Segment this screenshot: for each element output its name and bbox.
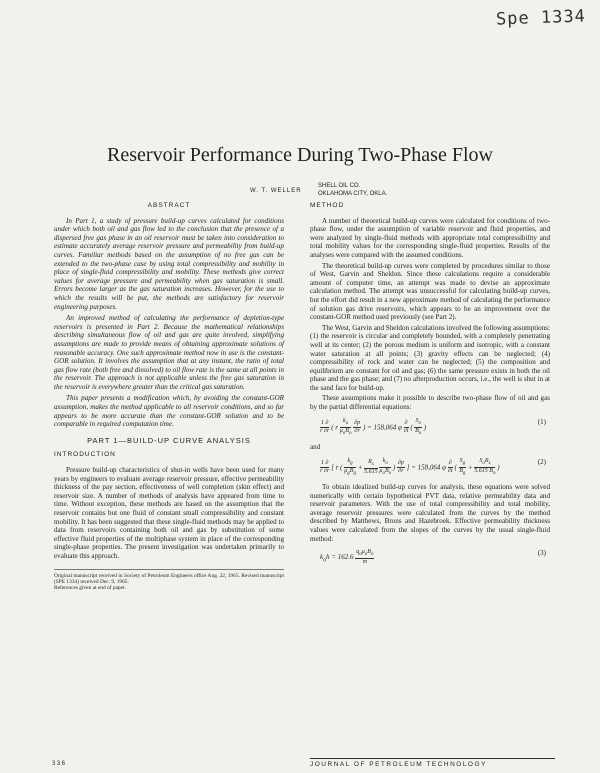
abstract-paragraph: This paper presents a modification which, by avoiding the constant-GOR assumption, makes the method applicable to all reservoir conditions, and so far appears to be more accurate than the constant-GOR solution and to be comparable in required computation time.	[54, 394, 284, 429]
method-continued	[310, 483, 550, 543]
introduction-heading: INTRODUCTION	[54, 451, 116, 459]
abstract-section	[54, 202, 284, 429]
equation-2: $\frac{1 \partial}{r \partial r}$ [ r ( $\frac{k_g}{\mu_gB_g}$ + $\frac{R_s}{5.615}$ $\frac{k_o}{\mu_oB_o}$ ) $\frac{\partial p}{\partial r}$ ] = 158,064 φ $\frac{\partial}{\partial t}$ ( $\frac{S_g}{B_g}$ + $\frac{S_oR_s}{5.615 B_o}$ ) (2)	[320, 457, 546, 476]
introduction-paragraph: Pressure build-up characteristics of shut-in wells have been used for many years by engineers to evaluate average reservoir pressure, effective permeability thickness of the pay section, effectiveness of well completion (skin effect) and reservoir size. A number of methods of analysis have appeared from time to time. Without exception, these methods are based on the assumption that the reservoir contains but one fluid of constant small compressibility and constant mobility. It has been suggested that these single-fluid methods may be applied to data from reservoirs containing both oil and gas by substitution of some effective fluid properties of the multiphase system in place of the corresponding single-phase properties. The present investigation was undertaken primarily to evaluate this approach.	[54, 466, 284, 560]
equation-1-number: (1)	[537, 417, 546, 426]
equation-3: $k_oh = 162.6$ $\frac{q_o\mu_oB_o}{m}$ (3)	[320, 549, 546, 566]
introduction-section	[54, 466, 284, 561]
abstract-heading: ABSTRACT	[147, 202, 191, 209]
method-paragraph: The West, Garvin and Sheldon calculations involved the following assumptions: (1) the reservoir is circular and completely bounded, with a completely penetrating well at its center; (2) the porous medium is uniform and isotropic, with a constant water saturation at all points; (3) gravity effects can be neglected; (4) compressibility of rock and water can be neglected; (5) the composition and equilibrium are constant for oil and gas; (6) the same pressure exists in both the oil phase and the gas phase; and (7) no afterproduction occurs, i.e., the well is shut in at the sand face for build-up.	[310, 323, 550, 392]
right-column	[310, 196, 550, 572]
abstract-paragraph: In Part 1, a study of pressure build-up curves calculated for conditions under which both oil and gas flow led to the conclusion that the presence of a dispersed free gas phase in an oil reservoir must be taken into consideration to estimate accurately average reservoir pressure and permeability from build-up curves. Familiar methods based on the assumption of no free gas can be extended to the two-phase case by using total compressibility and mobility in place of single-fluid compressibility and mobility. These methods give correct values for average pressure and permeability when gas saturation is small. Errors become larger as the gas saturation increases. However, for the use to which the results will be put, the methods are satisfactory for reservoir engineering purposes.	[54, 216, 284, 311]
part1-heading: PART 1—BUILD-UP CURVE ANALYSIS	[87, 435, 251, 445]
journal-footer	[52, 758, 555, 768]
footnote-references: References given at end of paper.	[54, 585, 126, 592]
footnote-manuscript: Original manuscript received in Society of Petroleum Engineers office Aug. 22, 1965. Revised manuscript (SPE 1334) received Dec. 9, 1965.	[54, 572, 284, 585]
affiliation-location: OKLAHOMA CITY, OKLA.	[318, 191, 388, 197]
equation-3-number: (3)	[537, 549, 546, 558]
method-paragraph: To obtain idealized build-up curves for analysis, these equations were solved numerically with certain hypothetical PVT data, relative permeability data and reservoir parameters. With the use of total compressibility and total mobility, average reservoir pressures were calculated from the curves by the method described by Matthews, Brons and Hazebroek. Effective permeability thickness values were calculated from the slopes of the curves by the usual single-fluid method:	[310, 483, 550, 543]
journal-name: JOURNAL OF PETROLEUM TECHNOLOGY	[310, 761, 487, 768]
method-paragraph: These assumptions make it possible to describe two-phase flow of oil and gas by the partial differential equations:	[310, 394, 550, 412]
abstract-paragraph: An improved method of calculating the performance of depletion-type reservoirs is presented in Part 2. Because the mathematical relationships describing simultaneous flow of oil and gas are quite involved, simplifying assumptions are made to provide means of obtaining approximate solutions of reasonable accuracy. One such approximate method now in use is the constant-GOR solution. It involves the assumption that at any instant, the ratio of total gas flow rate (both free and dissolved) to oil flow rate is the same at all points in the reservoir. The approach is not applicable unless the free gas saturation in the reservoir is everywhere greater than the critical gas saturation.	[54, 314, 284, 391]
affiliation-company: SHELL OIL CO.	[318, 183, 361, 189]
left-column	[54, 196, 284, 592]
page-number: 336	[52, 761, 67, 767]
method-section	[310, 217, 550, 412]
method-paragraph: The theoretical build-up curves were completed by procedures similar to those of West, Garvin and Sheldon. Since these calculations require a considerable amount of computer time, an attempt was made to devise an approximate calculation method. The attempt was unsuccessful for calculating build-up curves, but the effort did result in a new approximate method of calculating the performance of solution gas drive reservoirs, which appears to be an improvement over the constant-GOR method used previously (see Part 2).	[310, 261, 550, 322]
and-connector: and	[310, 443, 321, 452]
method-paragraph: A number of theoretical build-up curves were calculated for conditions of two-phase flow, under the assumption of variable reservoir and fluid properties, and were analyzed by single-fluid methods with appropriate total compressibility and total mobility values for the corresponding single-fluid properties. Results of the analyses were compared with the assumed conditions.	[310, 216, 550, 259]
handwritten-page-mark: Spe 1334	[495, 6, 587, 30]
equation-2-number: (2)	[537, 457, 546, 466]
author-name: W. T. WELLER	[250, 188, 302, 194]
method-heading: METHOD	[310, 202, 345, 209]
paper-title: Reservoir Performance During Two-Phase Flow	[107, 144, 493, 166]
footnote	[54, 569, 284, 592]
equation-1: $\frac{1 \partial}{r \partial r}$ ( r $\frac{k_o}{\mu_oB_o}$ $\frac{\partial p}{\partial r}$ ) = 158,064 φ $\frac{\partial}{\partial t}$ ( $\frac{S_o}{B_o}$ ) (1)	[320, 417, 546, 437]
